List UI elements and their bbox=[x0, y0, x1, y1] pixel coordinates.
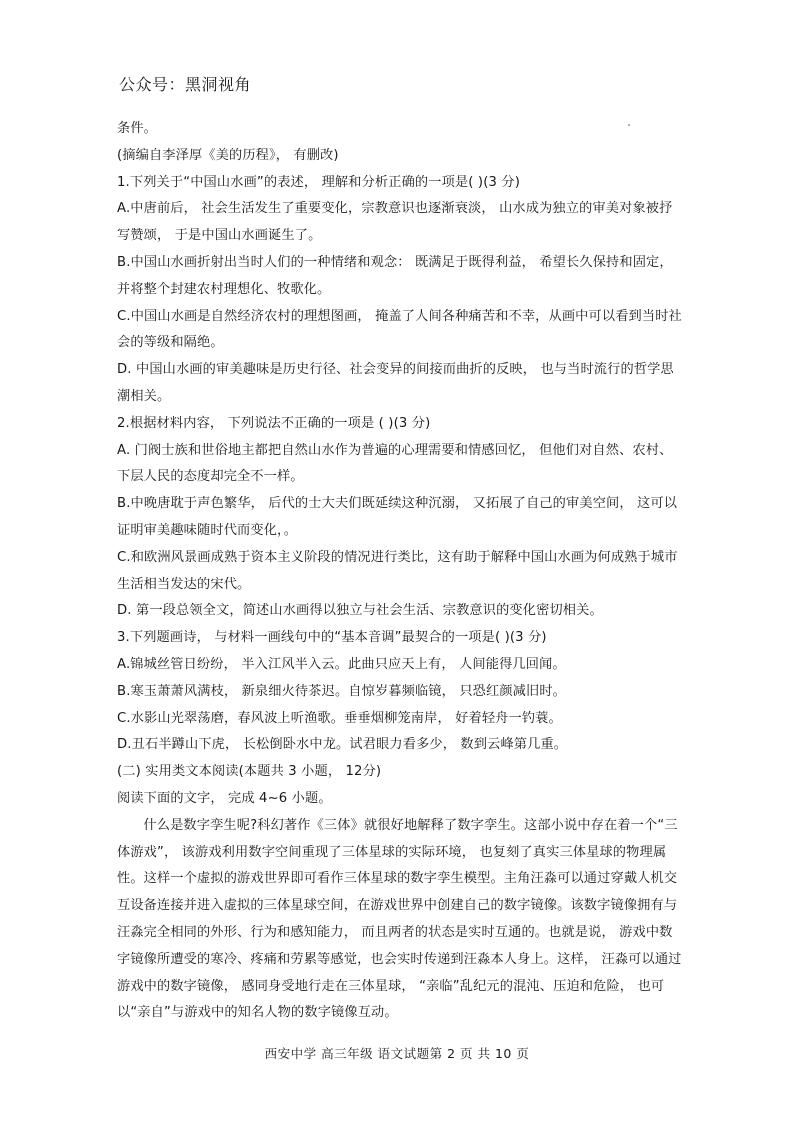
question-1: 1.下列关于“中国山水画”的表述， 理解和分析正确的一项是( )(3 分) bbox=[117, 174, 521, 190]
source-citation: (摘编自李泽厚《美的历程》， 有删改) bbox=[117, 147, 339, 163]
question-3-option-c: C.水影山光翠荡磨，春风波上听渔歌。垂垂烟柳笼南岸， 好着轻舟一钓蓑。 bbox=[117, 710, 562, 726]
question-3-option-d: D.丑石半蹲山下虎， 长松倒卧水中龙。试君眼力看多少， 数到云峰第几重。 bbox=[117, 737, 568, 753]
reading-instruction: 阅读下面的文字， 完成 4~6 小题。 bbox=[117, 790, 332, 806]
question-1-option-b: B.中国山水画折射出当时人们的一种情绪和观念： 既满足于既得利益， 希望长久保持和固定， 并将整个封建农村理想化、牧歌化。 bbox=[117, 254, 673, 297]
document-body bbox=[117, 116, 683, 1027]
page-header-source: 公众号：黑洞视角 bbox=[119, 75, 252, 94]
reading-passage: 什么是数字孪生呢?科幻著作《三体》就很好地解释了数字孪生。这部小说中存在着一个“三体游戏”， 该游戏利用数字空间重现了三体星球的实际环境， 也复刻了真实三体星球的物理属性。这样一个虚拟的游戏世界即可看作三体星球的数字孪生模型。主角汪淼可以通过穿戴人机交互设备连接并进入虚拟的三体星球空间，在游戏世界中创建自己的数字镜像。该数字镜像拥有与汪淼完全相同的外形、行为和感知能力， 而且两者的状态是实时互通的。也就是说， 游戏中数字镜像所遭受的寒冷、疼痛和劳累等感觉，也会实时传递到汪淼本人身上。这样， 汪淼可以通过游戏中的数字镜像， 感同身受地行走在三体星球， “亲临”乱纪元的混沌、压迫和危险， 也可以“亲自”与游戏中的知名人物的数字镜像互动。 bbox=[117, 817, 682, 1021]
question-3-option-b: B.寒玉萧萧风满枝， 新泉细火待茶迟。自惊岁暮频临镜， 只恐红颜减旧时。 bbox=[117, 683, 567, 699]
question-1-option-c: C.中国山水画是自然经济农村的理想图画， 掩盖了人间各种痛苦和不幸，从画中可以看到当时社会的等级和隔绝。 bbox=[117, 308, 682, 351]
question-2: 2.根据材料内容， 下列说法不正确的一项是 ( )(3 分) bbox=[117, 415, 431, 431]
section-heading: (二) 实用类文本阅读(本题共 3 小题， 12分) bbox=[117, 764, 382, 780]
question-2-option-a: A. 门阀士族和世俗地主都把自然山水作为普遍的心理需要和情感回忆， 但他们对自然、农村、下层人民的态度却完全不一样。 bbox=[117, 442, 673, 485]
question-3-option-a: A.锦城丝管日纷纷， 半入江风半入云。此曲只应天上有， 人间能得几回闻。 bbox=[117, 656, 566, 672]
question-1-option-a: A.中唐前后， 社会生活发生了重要变化，宗教意识也逐渐衰淡， 山水成为独立的审美对象被抒写赞颂， 于是中国山水画诞生了。 bbox=[117, 201, 673, 244]
question-2-option-c: C.和欧洲风景画成熟于资本主义阶段的情况进行类比，这有助于解释中国山水画为何成熟于城市生活相当发达的宋代。 bbox=[117, 549, 678, 592]
page-footer: 西安中学 高三年级 语文试题第 2 页 共 10 页 bbox=[264, 1046, 530, 1061]
question-2-option-b: B.中晚唐耽于声色繁华， 后代的士大夫们既延续这种沉溺， 又拓展了自己的审美空间， 这可以证明审美趣味随时代而变化，。 bbox=[117, 496, 678, 538]
text-line: 条件。 bbox=[117, 121, 158, 136]
question-3: 3.下列题画诗， 与材料一画线句中的“基本音调”最契合的一项是( )(3 分) bbox=[117, 630, 547, 646]
question-1-option-d: D. 中国山水画的审美趣味是历史行径、社会变异的间接而曲折的反映， 也与当时流行的哲学思潮相关。 bbox=[117, 362, 674, 404]
question-2-option-d: D. 第一段总领全文，简述山水画得以独立与社会生活、宗教意识的变化密切相关。 bbox=[117, 603, 603, 619]
